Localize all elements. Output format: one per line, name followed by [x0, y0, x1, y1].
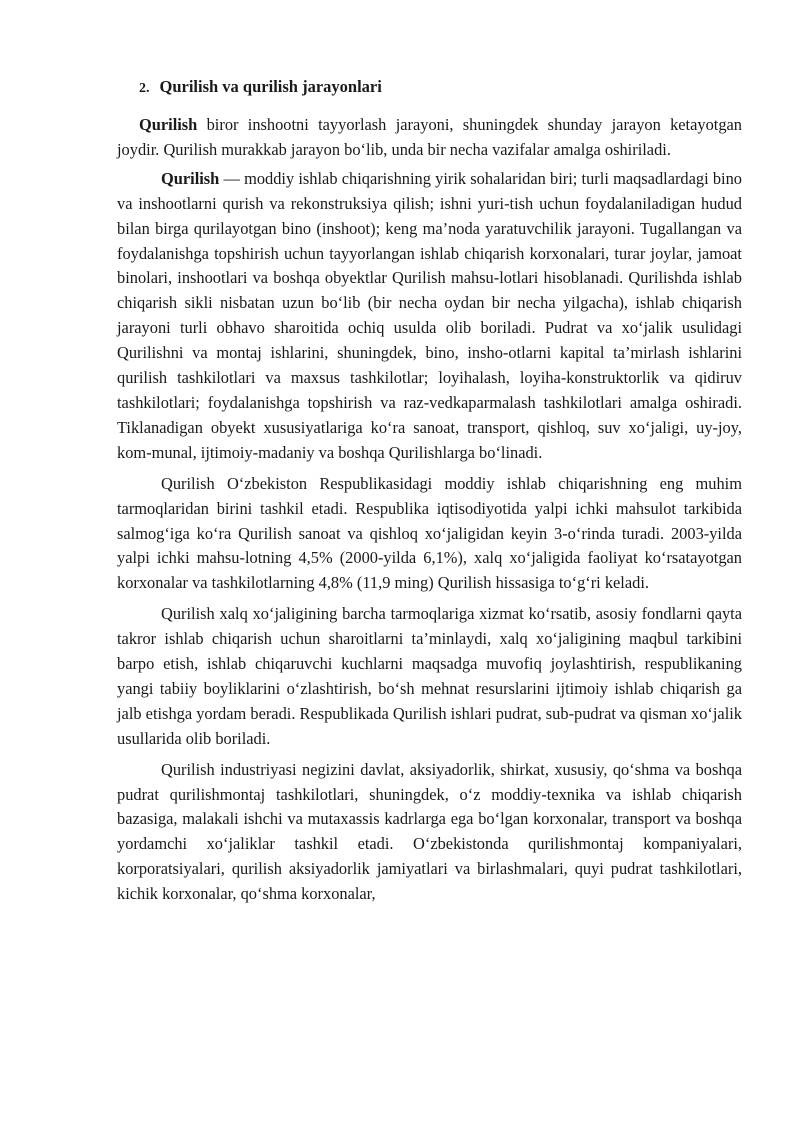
paragraph-1-term: Qurilish [139, 115, 198, 134]
paragraph-2-term: Qurilish [161, 168, 220, 188]
paragraph-1 [117, 113, 742, 163]
paragraph-4 [117, 602, 742, 751]
paragraph-4-text: Qurilish xalq xo‘jaligining barcha tarmoqlariga xizmat ko‘rsatib, asosiy fondlarni qayta takror ishlab chiqarish uchun sharoitlarni ta’minlaydi, xalq xo‘jaligining maqbul tarkibini barpo etish, ishlab chiqaruvchi kuchlarni maqsadga muvofiq joylashtirish, respublikaning yangi tabiiy boyliklarini o‘zlashtirish, bo‘sh mehnat resurslarini ijtimoiy ishlab chiqarish ga jalb etishga yordam beradi. Respublikada Qurilish ishlari pudrat, sub-pudrat va qisman xo‘jalik usullarida olib boriladi. [117, 604, 742, 748]
paragraph-3-text: Qurilish O‘zbekiston Respublikasidagi moddiy ishlab chiqarishning eng muhim tarmoqlaridan birini tashkil etadi. Respublika iqtisodiyotida yalpi ichki mahsulot tarkibida salmog‘iga ko‘ra Qurilish sanoat va qishloq xo‘jaligidan keyin 3-o‘rinda turadi. 2003-yilda yalpi ichki mahsu-lotning 4,5% (2000-yilda 6,1%), xalq xo‘jaligida faoliyat ko‘rsatayotgan korxonalar va tashkilotlarning 4,8% (11,9 ming) Qurilish hissasiga to‘g‘ri keladi. [117, 473, 742, 593]
paragraph-5-text: Qurilish industriyasi negizini davlat, aksiyadorlik, shirkat, xususiy, qo‘shma va boshqa pudrat qurilishmontaj tashkilotlari, shuningdek, o‘z moddiy-texnika va ishlab chiqarish bazasiga, malakali ishchi va mutaxassis kadrlarga ega bo‘lgan korxonalar, transport va boshqa yordamchi xo‘jaliklar tashkil etadi. O‘zbekistonda qurilishmontaj kompaniyalari, korporatsiyalari, qurilish aksiyadorlik jamiyatlari va birlashmalari, quyi pudrat tashkilotlari, kichik korxonalar, qo‘shma korxonalar, [117, 759, 742, 904]
paragraph-5 [117, 758, 742, 907]
paragraph-3 [117, 472, 742, 597]
paragraph-1-text: biror inshootni tayyorlash jarayoni, shuningdek shunday jarayon ketayotgan joydir. Qurilish murakkab jarayon bo‘lib, unda bir necha vazifalar amalga oshiriladi. [117, 115, 742, 159]
section-title: Qurilish va qurilish jarayonlari [159, 77, 382, 96]
paragraph-2-text: — moddiy ishlab chiqarishning yirik sohalaridan biri; turli maqsadlardagi bino va inshootlarni qurish va rekonstruksiya qilish; ishni yuri-tish uchun foydalaniladigan hudud bilan birga qurilayotgan bino (inshoot); keng ma’noda yaratuvchilik jarayoni. Tugallangan va foydalanishga topshirish uchun tayyorlangan ishlab chiqarish korxonalari, turar joylar, jamoat binolari, inshootlari va boshqa obyektlar Qurilish mahsu-lotlari hisoblanadi. Qurilishda ishlab chiqarish sikli nisbatan uzun bo‘lib (bir necha oydan bir necha yilgacha), ishlab chiqarish jarayoni turli obhavo sharoitida ochiq usulda olib boriladi. Pudrat va xo‘jalik usulidagi Qurilishni va montaj ishlarini, shuningdek, bino, insho-otlarni kapital ta’mirlash ishlarini qurilish tashkilotlari va maxsus tashkilotlar; loyihalash, loyiha-konstruktorlik va qidiruv tashkilotlari; foydalanishga topshirish va raz-vedkaparmalash tashkilotlari amalga oshiradi. Tiklanadigan obyekt xususiyatlariga ko‘ra sanoat, transport, qishloq, suv xo‘jaligi, uy-joy, kom-munal, ijtimoiy-madaniy va boshqa Qurilishlarga bo‘linadi. [117, 168, 742, 462]
section-number: 2. [139, 81, 150, 96]
section-heading [139, 75, 742, 101]
document-page [117, 75, 742, 911]
paragraph-2 [117, 167, 742, 466]
